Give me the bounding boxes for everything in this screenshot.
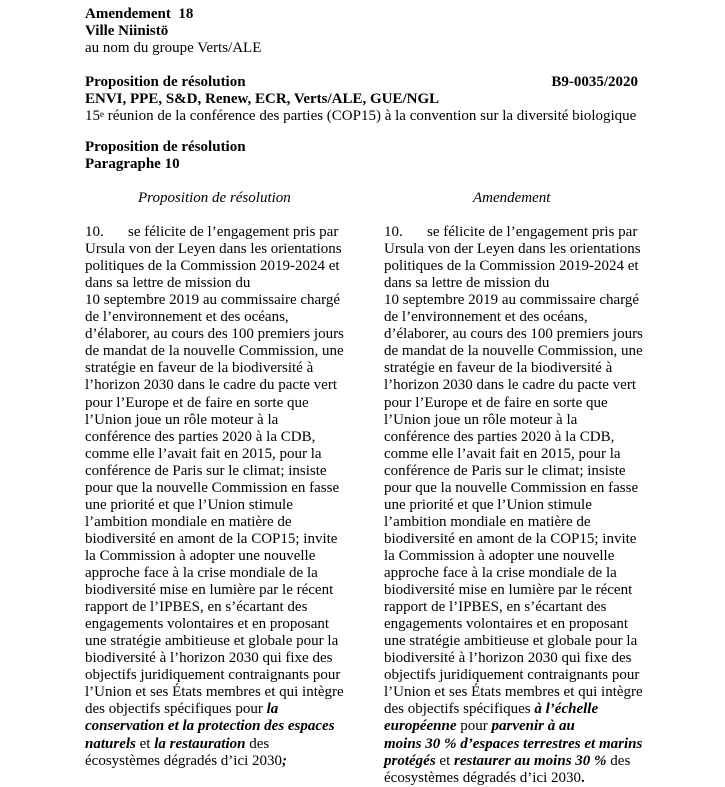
text-line (384, 718, 575, 735)
text-run: se félicite de l’engagement pris par (427, 224, 638, 240)
text-line (384, 395, 608, 412)
text-line (384, 360, 612, 377)
text-run: l’Union joue un rôle moteur à la (384, 411, 578, 428)
text-run: conférence de Paris sur le climat; insiste (384, 462, 626, 479)
text-run: des (606, 752, 631, 769)
text-run: se félicite de l’engagement pris par (128, 224, 339, 240)
text-line (85, 548, 315, 565)
text-line (85, 412, 278, 429)
text-run: 10 septembre 2019 au commissaire chargé (384, 292, 640, 309)
text-run: conférence des parties 2020 à la CDB, (384, 428, 615, 445)
text-line (384, 736, 642, 753)
text-run: 10 septembre 2019 au commissaire chargé (85, 292, 341, 309)
text-line (85, 258, 340, 275)
text-line (85, 531, 337, 548)
text-run: Ursula von der Leyen dans les orientations (85, 241, 342, 258)
text-run: biodiversité à l’horizon 2030 qui fixe des (85, 650, 333, 667)
text-line (384, 480, 638, 497)
text-line (85, 633, 338, 650)
text-line (384, 463, 626, 480)
text-run: stratégie en faveur de la biodiversité à (384, 360, 613, 377)
text-run: conférence de Paris sur le climat; insiste (85, 462, 327, 479)
text-line (85, 292, 340, 309)
text-run: l’Union et ses États membres et qui intègre (85, 684, 344, 701)
text-run: de mandat de la nouvelle Commission, une (85, 343, 344, 360)
text-line (384, 343, 643, 360)
text-run: une stratégie ambitieuse et globale pour la (384, 633, 638, 650)
highlighted-change: . (581, 769, 585, 786)
text-run: stratégie en faveur de la biodiversité à (85, 360, 314, 377)
motion-reference: B9-0035/2020 (551, 74, 638, 90)
on-behalf-of: au nom du groupe Verts/ALE (85, 40, 262, 56)
text-line (85, 309, 289, 326)
highlighted-change: protégés (384, 752, 436, 769)
text-line (85, 736, 269, 753)
text-line (85, 753, 287, 770)
text-line (85, 599, 307, 616)
text-run: l’ambition mondiale en matière de (85, 513, 292, 530)
left-column-heading: Proposition de résolution (138, 190, 291, 206)
highlighted-change: moins 30 % d’espaces terrestres et marins (384, 735, 643, 752)
text-run: dans sa lettre de mission du (384, 275, 550, 292)
text-run: engagements volontaires et en proposant (85, 616, 330, 633)
text-run: rapport de l’IPBES, en s’écartant des (85, 599, 308, 616)
text-run: engagements volontaires et en proposant (384, 616, 629, 633)
text-run: biodiversité mise en lumière par le récent (384, 582, 633, 599)
text-line (85, 326, 344, 343)
text-run: l’horizon 2030 dans le cadre du pacte vert (85, 377, 337, 394)
motion-subject (85, 108, 636, 125)
text-line (85, 429, 315, 446)
text-line (384, 412, 577, 429)
text-run: écosystèmes dégradés d’ici 2030 (384, 769, 582, 786)
text-run: biodiversité à l’horizon 2030 qui fixe des (384, 650, 632, 667)
subject-text: réunion de la conférence des parties (COP15) à la convention sur la diversité biologique (104, 108, 637, 124)
text-run: la Commission à adopter une nouvelle (384, 547, 615, 564)
text-run: pour l’Europe et de faire en sorte que (85, 394, 309, 411)
highlighted-change: conservation et la protection des espaces (85, 718, 335, 735)
text-line (85, 701, 278, 718)
text-run: pour que la nouvelle Commission en fasse (85, 479, 340, 496)
text-line (384, 684, 643, 701)
text-line (384, 753, 630, 770)
text-run: comme elle l’avait fait en 2015, pour la (85, 445, 322, 462)
text-run: objectifs juridiquement contraignants pour (85, 667, 341, 684)
text-line (384, 326, 643, 343)
text-run: comme elle l’avait fait en 2015, pour la (384, 445, 621, 462)
text-line (384, 429, 614, 446)
text-run: d’élaborer, au cours des 100 premiers jours (384, 326, 643, 343)
text-run: de l’environnement et des océans, (85, 309, 289, 326)
highlighted-change: ; (282, 752, 288, 769)
text-line (384, 275, 549, 292)
text-run: pour l’Europe et de faire en sorte que (384, 394, 608, 411)
text-run: approche face à la crise mondiale de la (85, 565, 318, 581)
subject-superscript: e (100, 109, 104, 119)
text-line (384, 309, 588, 326)
text-run: une priorité et que l’Union stimule (384, 496, 592, 513)
text-line (85, 497, 293, 514)
text-run: une stratégie ambitieuse et globale pour la (85, 633, 339, 650)
text-line (85, 360, 313, 377)
paragraph-number: 10. (384, 224, 403, 240)
text-line (85, 463, 327, 480)
text-run: écosystèmes dégradés d’ici 2030 (85, 752, 283, 769)
text-run: l’Union joue un rôle moteur à la (85, 411, 279, 428)
highlighted-change: naturels (85, 735, 136, 752)
text-line (85, 446, 322, 463)
highlighted-change: restaurer au moins 30 % (454, 752, 607, 769)
highlighted-change: à l’échelle (534, 701, 599, 718)
text-line (384, 497, 592, 514)
text-line (384, 531, 636, 548)
text-run: la Commission à adopter une nouvelle (85, 547, 316, 564)
text-run: biodiversité mise en lumière par le récent (85, 582, 334, 599)
text-line (384, 377, 636, 394)
text-run: et (135, 735, 155, 752)
text-run: dans sa lettre de mission du (85, 275, 251, 292)
text-line (384, 582, 632, 599)
text-line (384, 548, 614, 565)
author-name: Ville Niinistö (85, 23, 169, 39)
text-line (384, 241, 641, 258)
text-run: l’ambition mondiale en matière de (384, 513, 591, 530)
text-run: conférence des parties 2020 à la CDB, (85, 428, 316, 445)
text-run: pour (456, 718, 492, 735)
text-line (384, 599, 606, 616)
text-line (384, 292, 639, 309)
text-run: de l’environnement et des océans, (384, 309, 588, 326)
text-run: politiques de la Commission 2019-2024 et (85, 258, 340, 275)
text-line (85, 650, 332, 667)
highlighted-change: parvenir à au (491, 718, 575, 735)
text-line (384, 667, 639, 684)
text-line (85, 582, 333, 599)
text-line (85, 241, 342, 258)
text-line (85, 718, 335, 735)
text-line (384, 650, 631, 667)
text-run: une priorité et que l’Union stimule (85, 496, 293, 513)
text-line (85, 395, 309, 412)
text-run: l’horizon 2030 dans le cadre du pacte vert (384, 377, 636, 394)
text-run: objectifs juridiquement contraignants pour (384, 667, 640, 684)
text-run: Ursula von der Leyen dans les orientations (384, 241, 641, 258)
text-run: biodiversité en amont de la COP15; invite (384, 530, 637, 547)
paragraph-number: 10. (85, 224, 104, 240)
text-run: pour que la nouvelle Commission en fasse (384, 479, 639, 496)
text-run: biodiversité en amont de la COP15; invite (85, 530, 338, 547)
text-run: rapport de l’IPBES, en s’écartant des (384, 599, 607, 616)
text-line (85, 377, 337, 394)
text-run: des (245, 735, 270, 752)
amendment-number: 18 (178, 6, 194, 22)
text-line (384, 616, 628, 633)
text-line (384, 224, 637, 241)
text-line (85, 667, 340, 684)
amendment-heading (85, 6, 193, 23)
highlighted-change: la restauration (154, 735, 246, 752)
text-line (85, 565, 318, 582)
target-document: Proposition de résolution (85, 139, 246, 155)
motion-title: Proposition de résolution (85, 74, 246, 90)
text-run: et (435, 752, 454, 769)
text-run: de mandat de la nouvelle Commission, une (384, 343, 643, 360)
text-line (85, 480, 339, 497)
text-line (85, 343, 344, 360)
text-run: d’élaborer, au cours des 100 premiers jours (85, 326, 344, 343)
text-line (384, 514, 591, 531)
text-line (384, 258, 639, 275)
text-line (384, 446, 621, 463)
text-line (85, 514, 292, 531)
highlighted-change: la (266, 701, 279, 718)
text-line (384, 633, 637, 650)
text-run: l’Union et ses États membres et qui intègre (384, 684, 643, 701)
text-run: des objectifs spécifiques (384, 701, 535, 718)
subject-prefix: 15 (85, 108, 100, 124)
text-line (384, 701, 598, 718)
highlighted-change: européenne (384, 718, 457, 735)
text-line (384, 565, 617, 582)
text-run: approche face à la crise mondiale de la (384, 565, 617, 581)
text-run: des objectifs spécifiques pour (85, 701, 267, 718)
text-line (85, 684, 344, 701)
text-run: politiques de la Commission 2019-2024 et (384, 258, 639, 275)
motion-committees: ENVI, PPE, S&D, Renew, ECR, Verts/ALE, GUE/NGL (85, 91, 440, 107)
text-line (85, 275, 250, 292)
text-line (85, 616, 329, 633)
text-line (384, 770, 585, 787)
target-paragraph: Paragraphe 10 (85, 156, 180, 172)
text-line (85, 224, 338, 241)
amendment-label: Amendement (85, 6, 171, 22)
right-column-heading: Amendement (473, 190, 551, 206)
